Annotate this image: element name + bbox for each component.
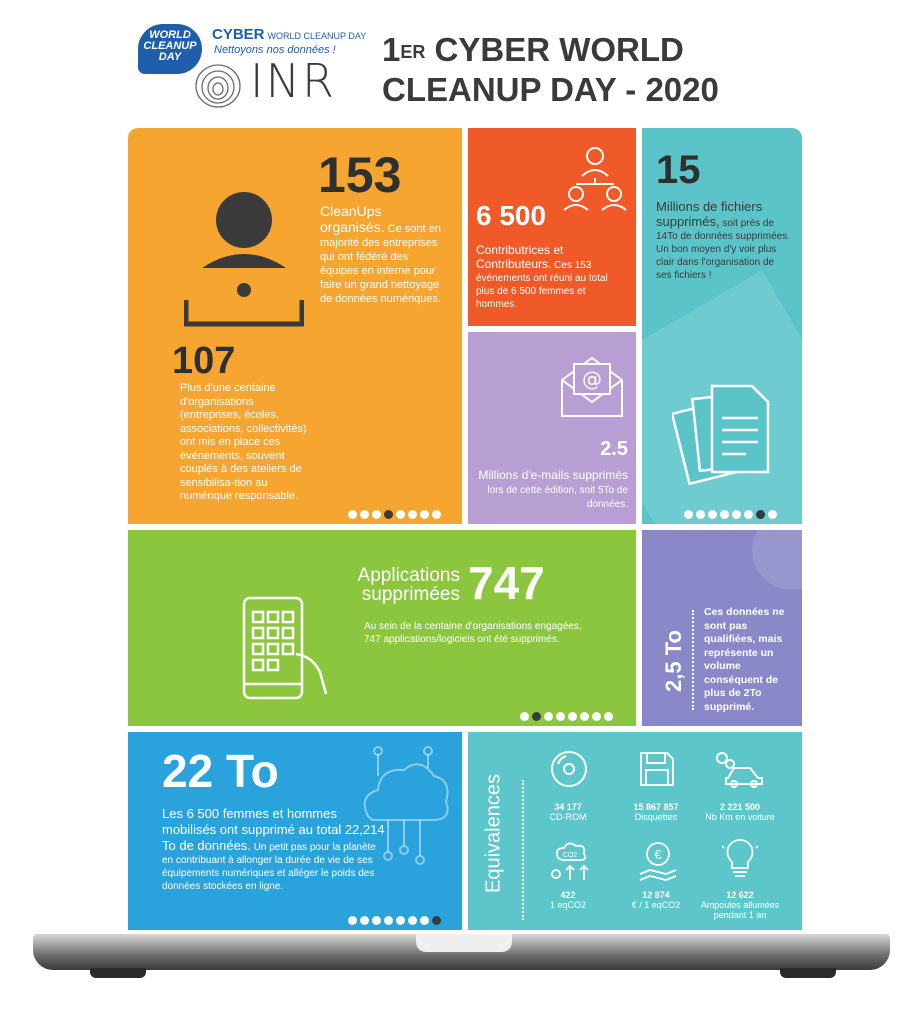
- panel-files: [642, 128, 802, 524]
- 2-5-to-number: 2,5 To: [661, 630, 686, 692]
- carousel-dot[interactable]: [372, 510, 381, 519]
- inr-logo-text: INR: [250, 54, 336, 108]
- laptop-foot: [90, 968, 146, 978]
- svg-text:@: @: [582, 367, 602, 391]
- car-icon: [714, 750, 766, 788]
- tablet-touch-icon: [240, 594, 332, 704]
- carousel-dot[interactable]: [432, 510, 441, 519]
- logo-tagline: Nettoyons nos données !: [214, 44, 336, 56]
- bulb-icon: [722, 838, 758, 882]
- organisations-text: Plus d'une centaine d'organisations (entreprises, écoles, associations, collectivités) ont mis en place ces événements, souvent couplés à des ateliers de sensibilisa-tion au numérique responsable.: [180, 382, 307, 502]
- 22-to-text-block: Les 6 500 femmes et hommes mobilisés ont supprimé au total 22,214 To de données. Un petit pas pour la planète en contribuant à allonger la durée de vie de ses équipements numériques et alléger le poids des données stockées en ligne.: [162, 806, 385, 892]
- equivalence-floppy: 15 867 857 Disquettes: [633, 802, 679, 822]
- svg-text:CO2: CO2: [562, 852, 578, 859]
- cd-icon: [550, 750, 588, 788]
- emails-number: 2.5: [600, 438, 628, 460]
- panel-cleanups: [128, 128, 462, 524]
- equivalence-car: 2 221 500 Nb Km en voiture: [705, 802, 775, 822]
- carousel-dot[interactable]: [568, 712, 577, 721]
- carousel-dot[interactable]: [372, 916, 381, 925]
- carousel-dot[interactable]: [396, 510, 405, 519]
- documents-icon: [672, 380, 782, 490]
- people-network-icon: [560, 146, 630, 212]
- equivalences-title: Equivalences: [482, 774, 505, 893]
- carousel-dot[interactable]: [768, 510, 777, 519]
- carousel-dots: [520, 712, 613, 721]
- divider: [522, 780, 524, 920]
- user-laptop-icon: [184, 190, 304, 330]
- cleanups-number: 153: [318, 147, 402, 203]
- 2-5-to-text: Ces données ne sont pas qualifiées, mais représente un volume conséquent de plus de 2To supprimé.: [704, 606, 785, 713]
- carousel-dots: [348, 510, 441, 519]
- apps-number: 747: [468, 557, 545, 609]
- co2-icon: [548, 840, 592, 882]
- emails-text-block: Millions d'e-mails supprimés lors de cette édition, soit 5To de données.: [478, 468, 628, 510]
- carousel-dots: [348, 916, 441, 925]
- carousel-dot[interactable]: [360, 510, 369, 519]
- contributors-number: 6 500: [476, 200, 547, 231]
- panel-22-to: [128, 732, 462, 930]
- carousel-dot[interactable]: [408, 510, 417, 519]
- page-title: 1ER CYBER WORLD CLEANUP DAY - 2020: [382, 31, 719, 108]
- apps-label: Applications supprimées: [357, 565, 460, 605]
- carousel-dot[interactable]: [604, 712, 613, 721]
- svg-text:€: €: [654, 847, 662, 862]
- carousel-dot[interactable]: [732, 510, 741, 519]
- carousel-dot[interactable]: [360, 916, 369, 925]
- files-number: 15: [656, 148, 701, 192]
- carousel-dot-active[interactable]: [432, 916, 441, 925]
- carousel-dot-active[interactable]: [756, 510, 765, 519]
- 22-to-number: 22 To: [162, 745, 279, 797]
- files-text-block: Millions de fichiers supprimés, soit près de 14To de données supprimées. Un bon moyen d'y voir plus clair dans l'organisation de ses fichiers !: [656, 199, 790, 281]
- equivalence-cd: 34 177 CD-ROM: [549, 802, 587, 822]
- carousel-dot[interactable]: [684, 510, 693, 519]
- carousel-dots: [684, 510, 777, 519]
- carousel-dot[interactable]: [708, 510, 717, 519]
- panel-contributors: [468, 128, 636, 326]
- cleanups-text-block: CleanUps organisés. Ce sont en majorité des entreprises qui ont fédéré des équipes en interne pour faire un grand nettoyage de données numériques.: [320, 203, 442, 305]
- carousel-dot[interactable]: [696, 510, 705, 519]
- organisations-number: 107: [172, 340, 236, 382]
- euro-icon: [636, 840, 680, 882]
- carousel-dot[interactable]: [348, 916, 357, 925]
- floppy-icon: [638, 750, 676, 788]
- carousel-dot[interactable]: [580, 712, 589, 721]
- apps-text: Au sein de la centaine d'organisations engagées, 747 applications/logiciels ont été supprimés.: [364, 621, 582, 645]
- contributors-text-block: Contributrices et Contributeurs. Ces 153 événements ont réuni au total plus de 6 500 femmes et hommes.: [476, 243, 608, 310]
- panel-2-5-to: [642, 530, 802, 726]
- carousel-dot[interactable]: [556, 712, 565, 721]
- panel-equivalences: [468, 732, 802, 930]
- equivalence-euro: 12 874 € / 1 eqCO2: [631, 890, 681, 910]
- carousel-dot[interactable]: [744, 510, 753, 519]
- carousel-dot[interactable]: [384, 916, 393, 925]
- carousel-dot-active[interactable]: [384, 510, 393, 519]
- equivalence-bulb: 12 622 Ampoules allumées pendant 1 an: [700, 890, 780, 920]
- carousel-dot[interactable]: [420, 510, 429, 519]
- carousel-dot[interactable]: [348, 510, 357, 519]
- world-cleanup-day-logo: WORLD CLEANUP DAY: [138, 24, 202, 74]
- logo-cyber-text: CYBER WORLD CLEANUP DAY: [212, 26, 367, 43]
- fingerprint-icon: [192, 60, 244, 110]
- carousel-dot[interactable]: [544, 712, 553, 721]
- laptop-foot: [780, 968, 836, 978]
- carousel-dot[interactable]: [720, 510, 729, 519]
- carousel-dot[interactable]: [396, 916, 405, 925]
- panel-emails: [468, 332, 636, 524]
- email-envelope-icon: [558, 352, 626, 420]
- carousel-dot[interactable]: [408, 916, 417, 925]
- equivalence-co2: 422 1 eqCO2: [549, 890, 587, 910]
- carousel-dot[interactable]: [592, 712, 601, 721]
- panel-apps: [128, 530, 636, 726]
- laptop-screen: [128, 128, 802, 930]
- carousel-dot[interactable]: [520, 712, 529, 721]
- laptop-notch: [416, 934, 512, 952]
- divider: [692, 610, 694, 710]
- carousel-dot[interactable]: [420, 916, 429, 925]
- carousel-dot-active[interactable]: [532, 712, 541, 721]
